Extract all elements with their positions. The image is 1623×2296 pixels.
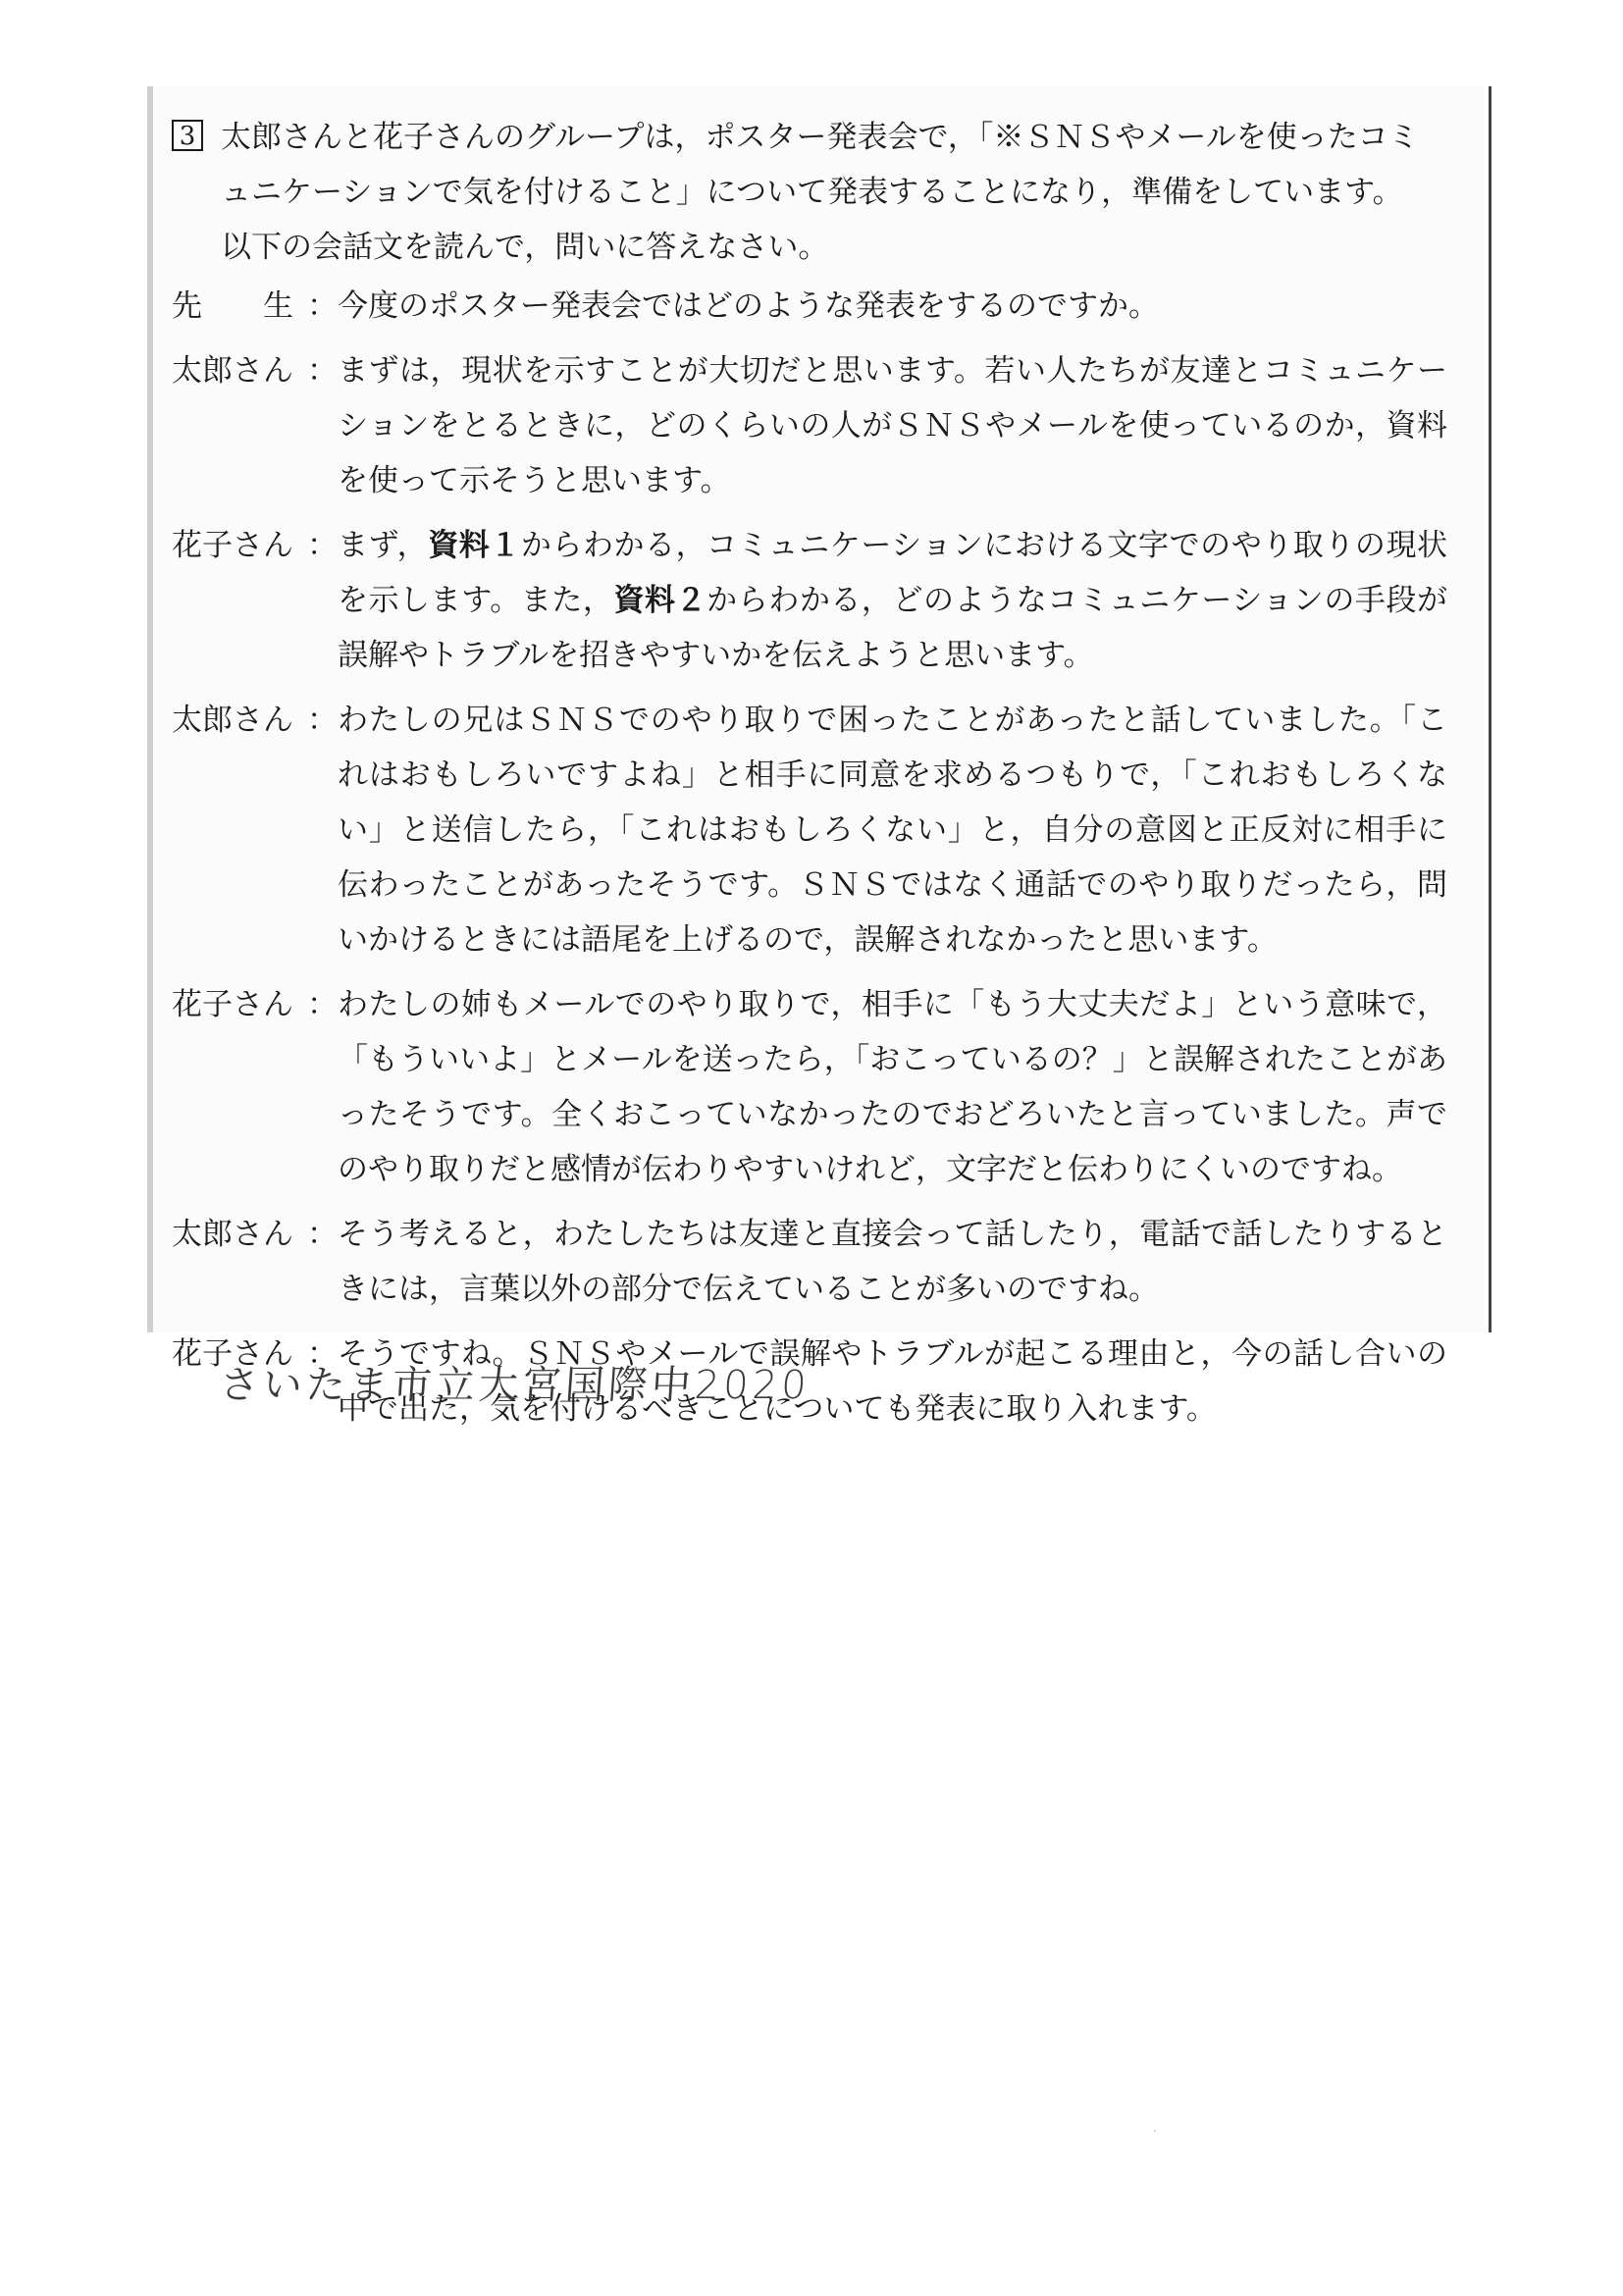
- utterance: そうですね。ＳＮＳやメールで誤解やトラブルが起こる理由と，今の話し合いの中で出た，気を付けるべきことについても発表に取り入れます。: [338, 1336, 1447, 1427]
- utterance-part: からわかる，コミュニケーションにおける文字でのやり取りの現状を示します。また，: [338, 528, 1448, 618]
- dialogue-line: [172, 693, 1447, 967]
- dialogue-line: [172, 518, 1447, 683]
- utterance: そう考えると，わたしたちは友達と直接会って話したり，電話で話したりするときには，言葉以外の部分で伝えていることが多いのですね。: [338, 1217, 1447, 1307]
- utterance: わたしの姉もメールでのやり取りで，相手に「もう大丈夫だよ」という意味で，「もういいよ」とメールを送ったら，「おこっているの？」と誤解されたことがあったそうです。全くおこっていなかったのでおどろいたと言っていました。声でのやり取りだと感情が伝わりやすいけれど，文字だと伝わりにくいのですね。: [338, 987, 1447, 1187]
- exam-question: [172, 110, 1447, 1446]
- speaker-colon: ：: [307, 1336, 338, 1372]
- speaker-name: 太郎さん: [172, 703, 293, 738]
- utterance: わたしの兄はＳＮＳでのやり取りで困ったことがあったと話していました。「これはおもしろいですよね」と相手に同意を求めるつもりで，「これおもしろくない」と送信したら，「これはおもしろくない」と，自分の意図と正反対に相手に伝わったことがあったそうです。ＳＮＳではなく通話でのやり取りだったら，問いかけるときには語尾を上げるので，誤解されなかったと思います。: [338, 703, 1447, 958]
- dialogue-line: [172, 343, 1447, 508]
- question-intro: 太郎さんと花子さんのグループは，ポスター発表会で，「※ＳＮＳやメールを使ったコミュニケーションで気を付けること」について発表することになり，準備をしています。: [221, 120, 1419, 210]
- speaker-colon: ：: [307, 353, 338, 389]
- speaker-name: 太郎さん: [172, 353, 293, 389]
- speaker-colon: ：: [307, 288, 338, 324]
- utterance: まずは，現状を示すことが大切だと思います。若い人たちが友達とコミュニケーションをとるときに，どのくらいの人がＳＮＳやメールを使っているのか，資料を使って示そうと思います。: [338, 353, 1447, 498]
- speaker-colon: ：: [307, 528, 338, 563]
- utterance-part: まず，: [338, 528, 429, 563]
- speaker-name: 花子さん: [172, 1336, 293, 1372]
- speaker-colon: ：: [307, 987, 338, 1022]
- question-header: [172, 110, 1447, 220]
- utterance-part: からわかる，どのようなコミュニケーションの手段が誤解やトラブルを招きやすいかを伝えようと思います。: [338, 583, 1448, 673]
- speaker-name: 先 生: [172, 288, 293, 324]
- utterance: 今度のポスター発表会ではどのような発表をするのですか。: [338, 288, 1159, 324]
- dialogue-line: [172, 279, 1447, 334]
- material-ref: 資料２: [613, 583, 707, 618]
- handwritten-source-note: さいたま市立大宮国際中2020: [218, 1363, 812, 1408]
- speaker-colon: ：: [307, 1217, 338, 1252]
- utterance: [338, 518, 1447, 683]
- speaker-name: 花子さん: [172, 987, 293, 1022]
- dialogue: [172, 279, 1447, 1436]
- speaker-name: 花子さん: [172, 528, 293, 563]
- dialogue-line: [172, 977, 1447, 1197]
- dialogue-line: [172, 1207, 1447, 1317]
- question-number: 3: [172, 120, 203, 151]
- speaker-colon: ：: [307, 703, 338, 738]
- material-ref: 資料１: [428, 528, 521, 563]
- speaker-name: 太郎さん: [172, 1217, 293, 1252]
- scan-speck: ·: [1153, 2124, 1157, 2138]
- question-instruction: 以下の会話文を読んで，問いに答えなさい。: [221, 230, 829, 265]
